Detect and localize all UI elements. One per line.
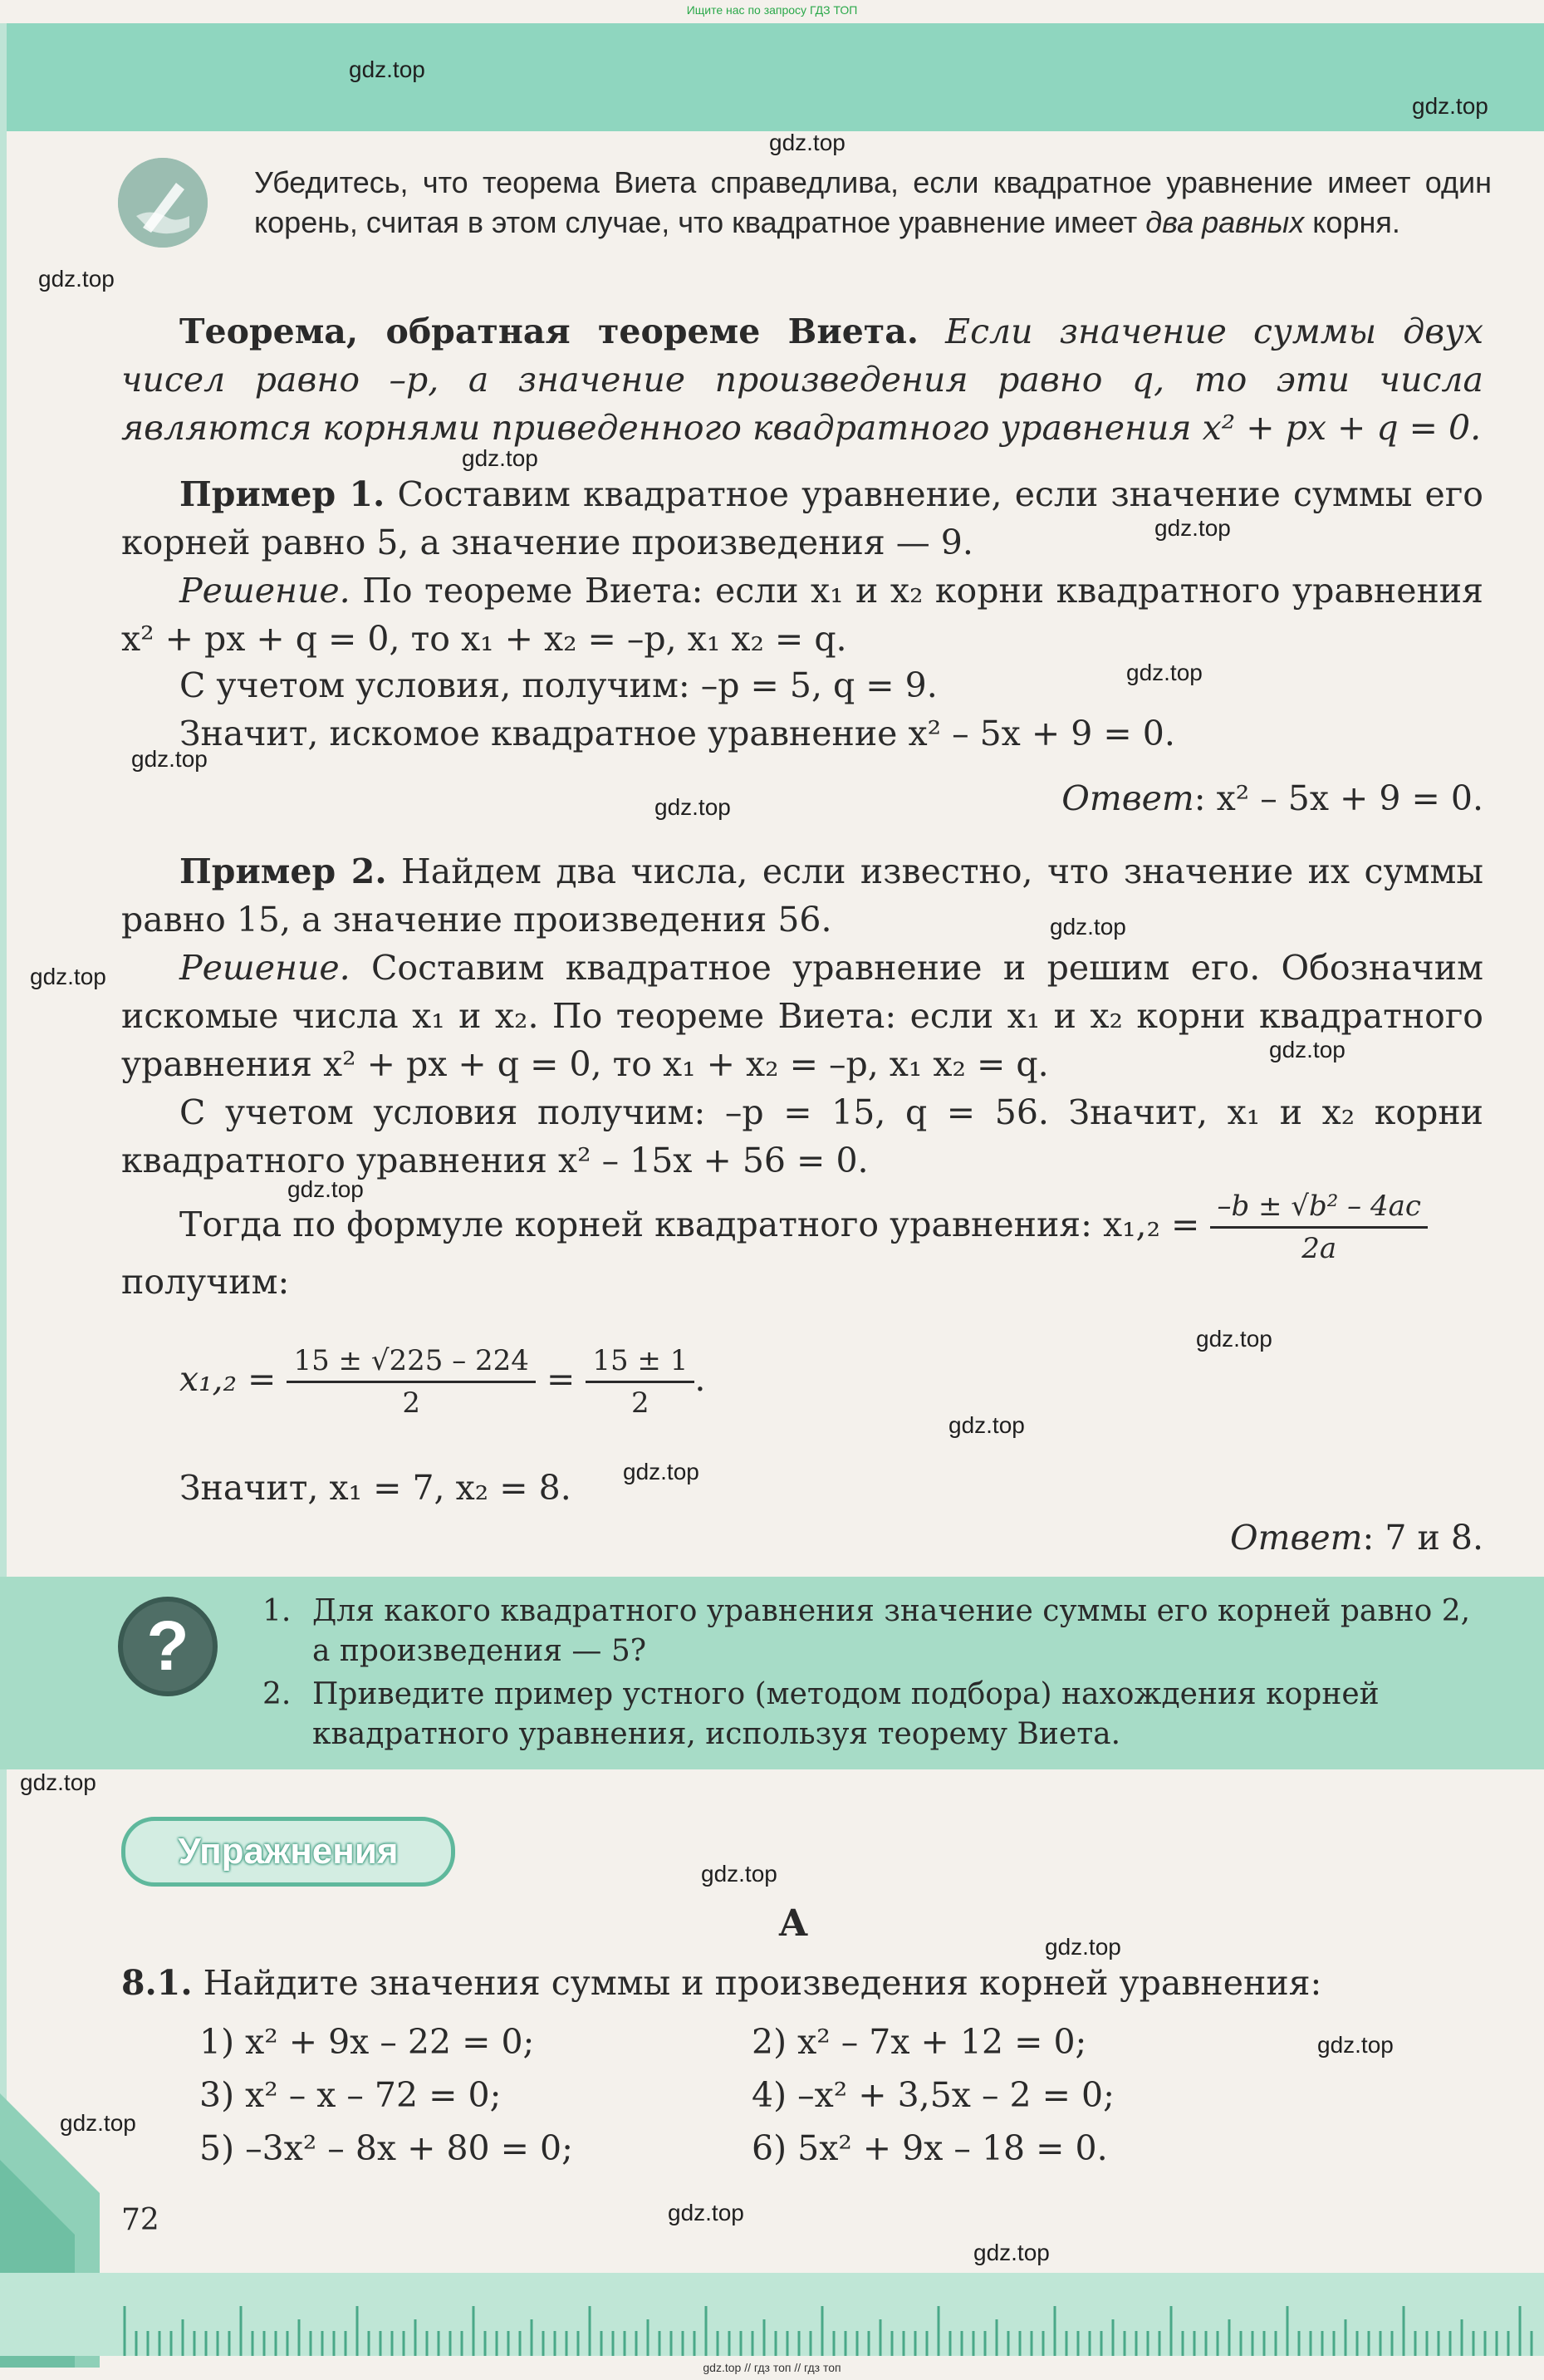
theorem-q: q — [1131, 360, 1154, 400]
example-2-condition: С учетом условия получим: –p = 15, q = 56. Значит, x₁ и x₂ корни квадратного уравнения x² – 15x + 56 = 0. — [121, 1092, 1483, 1180]
watermark: gdz.top — [701, 1861, 777, 1887]
watermark: gdz.top — [349, 56, 425, 82]
calc-fraction-2 — [586, 1341, 694, 1423]
pencil-note-icon — [118, 158, 208, 248]
watermark: gdz.top — [30, 964, 106, 989]
roots-calculation — [179, 1341, 1542, 1423]
theorem-equation: x² + px + q = 0. — [1202, 408, 1482, 448]
converse-vieta-theorem — [121, 307, 1483, 452]
review-question — [262, 1675, 1483, 1754]
example-2-statement — [121, 847, 1483, 944]
formula-denominator: 2a — [1301, 1232, 1337, 1265]
example-2-answer — [121, 1514, 1483, 1562]
review-question — [262, 1592, 1483, 1671]
question-text: Приведите пример устного (методом подбора) нахождения корней квадратного уравнения, используя теорему Виета. — [312, 1677, 1380, 1751]
watermark: gdz.top — [654, 794, 731, 820]
watermark: gdz.top — [769, 130, 846, 155]
theorem-p: p — [406, 360, 429, 400]
note-text-part: Убедитесь, что теорема Виета справедлива, если квадратное уравнение имеет один корень, считая в этом случае, что квадратное уравнение имеет — [254, 165, 1492, 239]
got-label: получим: — [121, 1262, 290, 1302]
watermark: gdz.top — [1412, 93, 1488, 119]
exercise-number: 8.1. — [121, 1963, 193, 2003]
calc-numerator-2: 15 ± 1 — [586, 1341, 694, 1383]
bottom-link[interactable]: gdz.top // гдз топ // гдз топ — [703, 2361, 841, 2374]
calc-numerator-1: 15 ± √225 – 224 — [287, 1341, 535, 1383]
answer-value: : x² – 5x + 9 = 0. — [1194, 778, 1483, 818]
watermark: gdz.top — [131, 746, 208, 772]
question-number: 2. — [262, 1677, 292, 1711]
question-text: Для какого квадратного уравнения значение суммы его корней равно 2, а произведения — 5? — [312, 1594, 1471, 1668]
top-band — [0, 23, 1544, 131]
watermark: gdz.top — [973, 2240, 1050, 2265]
theorem-title: Теорема, обратная теореме Виета. — [179, 312, 919, 351]
example-2-text: Найдем два числа, если известно, что значение их суммы равно 15, а значение произведения 56. — [121, 851, 1483, 940]
answer-label: Ответ — [1230, 1518, 1363, 1558]
example-1-answer — [121, 774, 1483, 822]
exercise-item: 1) x² + 9x – 22 = 0; — [199, 2022, 535, 2062]
watermark: gdz.top — [20, 1769, 96, 1795]
calc-equals: = — [535, 1359, 586, 1399]
exercise-row — [199, 2015, 1445, 2068]
example-2-result: Значит, x₁ = 7, x₂ = 8. — [179, 1468, 571, 1508]
watermark: gdz.top — [668, 2200, 744, 2225]
quadratic-formula-fraction — [1210, 1186, 1428, 1269]
answer-value: : 7 и 8. — [1362, 1518, 1483, 1558]
example-1-text: Составим квадратное уравнение, если значение суммы его корней равно 5, а значение произведения — 9. — [121, 474, 1483, 562]
quadratic-formula-line — [179, 1186, 1542, 1269]
top-link[interactable]: Ищите нас по запросу ГДЗ ТОП — [686, 3, 858, 17]
watermark: gdz.top — [1050, 914, 1126, 940]
solution-text: По теореме Виета: если x₁ и x₂ корни квадратного уравнения x² + px + q = 0, то x₁ + x₂ = –p, x₁ x₂ = q. — [121, 571, 1483, 659]
exercise-8-1 — [121, 1959, 1483, 2007]
theorem-text: , то эти числа являются корнями приведенного квадратного уравнения — [121, 360, 1483, 448]
question-number: 1. — [262, 1594, 292, 1628]
example-1-title: Пример 1. — [179, 474, 385, 514]
exercise-item: 5) –3x² – 8x + 80 = 0; — [199, 2128, 573, 2168]
exercise-item: 4) –x² + 3,5x – 2 = 0; — [752, 2075, 1115, 2115]
exercise-items — [199, 2015, 1445, 2175]
calc-fraction-1 — [287, 1341, 535, 1423]
example-2-title: Пример 2. — [179, 851, 387, 891]
calc-denominator-2: 2 — [631, 1386, 649, 1420]
theorem-text: , а значение произведения равно — [428, 360, 1132, 400]
solution-label: Решение. — [179, 571, 350, 611]
difficulty-level: A — [779, 1902, 808, 1945]
watermark: gdz.top — [287, 1176, 364, 1202]
watermark: gdz.top — [1045, 1934, 1121, 1960]
example-1-equation: Значит, искомое квадратное уравнение x² – 5x + 9 = 0. — [179, 714, 1175, 753]
watermark: gdz.top — [1154, 515, 1231, 541]
calc-end: . — [694, 1359, 706, 1399]
solution-label: Решение. — [179, 948, 350, 988]
answer-label: Ответ — [1061, 778, 1194, 818]
exercise-item: 2) x² – 7x + 12 = 0; — [752, 2022, 1087, 2062]
formula-numerator: –b ± √b² – 4ac — [1210, 1186, 1428, 1229]
svg-text:?: ? — [146, 1607, 189, 1685]
exercises-badge — [121, 1817, 455, 1887]
watermark: gdz.top — [1317, 2032, 1394, 2058]
ruler-strip — [0, 2273, 1544, 2356]
watermark: gdz.top — [623, 1459, 699, 1484]
watermark: gdz.top — [60, 2110, 136, 2136]
exercise-item: 3) x² – x – 72 = 0; — [199, 2075, 502, 2115]
calc-denominator-1: 2 — [402, 1386, 420, 1420]
example-1-condition: С учетом условия, получим: –p = 5, q = 9. — [179, 665, 938, 705]
exercise-row — [199, 2122, 1445, 2175]
exercise-row — [199, 2068, 1445, 2122]
watermark: gdz.top — [38, 266, 115, 292]
exercises-badge-label: Упражнения — [178, 1831, 399, 1872]
exercise-text: Найдите значения суммы и произведения корней уравнения: — [192, 1963, 1322, 2003]
solution-text: Составим квадратное уравнение и решим его. Обозначим искомые числа x₁ и x₂. По теореме Виета: если x₁ и x₂ корни квадратного уравнения x² + px + q = 0, то x₁ + x₂ = –p, x₁ x₂ = q. — [121, 948, 1483, 1084]
example-1-solution — [121, 567, 1483, 663]
page-number: 72 — [121, 2203, 159, 2237]
watermark: gdz.top — [1126, 660, 1203, 685]
theorem-text: Если значение суммы двух чисел равно – — [121, 312, 1483, 400]
question-mark-icon — [116, 1595, 219, 1698]
example-2-solution — [121, 944, 1483, 1088]
formula-text: Тогда по формуле корней квадратного уравнения: x₁,₂ = — [179, 1205, 1211, 1244]
watermark: gdz.top — [1269, 1037, 1345, 1062]
calc-lhs: x₁,₂ = — [179, 1359, 287, 1399]
exercise-item: 6) 5x² + 9x – 18 = 0. — [752, 2128, 1108, 2168]
review-questions — [262, 1592, 1483, 1758]
note-text-end: корня. — [1304, 205, 1400, 239]
note-italic-text: два равных — [1145, 205, 1305, 239]
note-paragraph — [254, 163, 1492, 243]
example-1-statement — [121, 470, 1483, 567]
left-edge-stripe — [0, 23, 7, 2266]
watermark: gdz.top — [462, 445, 538, 471]
watermark: gdz.top — [948, 1412, 1025, 1438]
watermark: gdz.top — [1196, 1326, 1272, 1352]
